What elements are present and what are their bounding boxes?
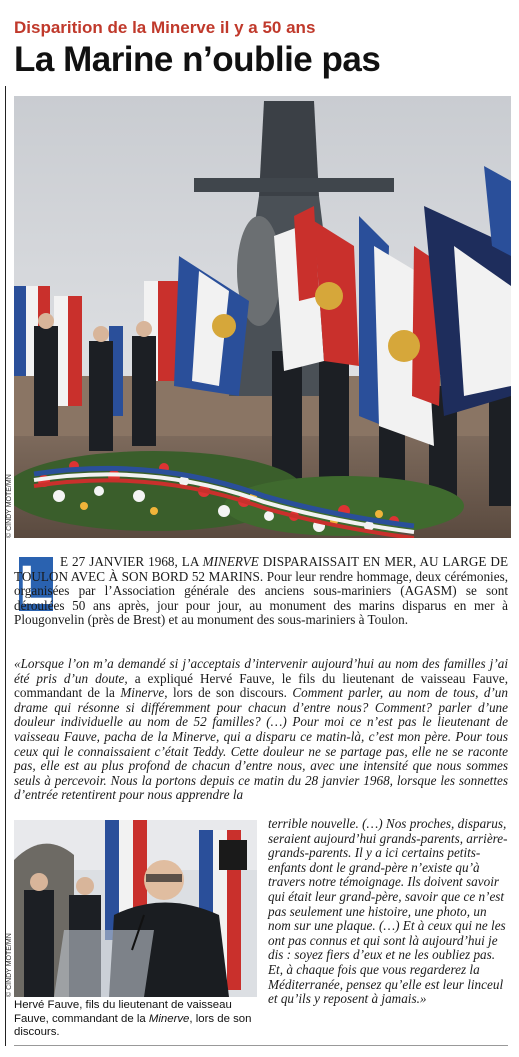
inset-photo-speaker [14,820,257,997]
caption-part2: , lors de son discours. [14,1012,252,1039]
quote-body: Comment parler, au nom de tous, d’un drame qui résonne si différemment pour chacun d’entre nous? Comment? parler d’une douleur individuelle au nom de 52 familles? (…) Pour moi ce n’est pas le lieutenant de vaisseau Fauve, pacha de la Minerve, qui a disparu ce matin-là, c’est mon père. Pour tous ceux qui le connaissaient c’était Teddy. Cette douleur ne se partage pas, elle ne se raconte pas, elle est au plus profond de chacun d’entre nous, avec une intensité que nous sommes seuls à percevoir. Nous la portons depuis ce matin du 28 janvier 1968, lorsque les sonnettes d’entrée retentirent pour nous apprendre la [14,685,508,803]
caption-part1: Hervé Fauve, fils du lieutenant de vaisseau Fauve, commandant de la [14,999,232,1025]
drop-cap: L [19,553,54,616]
main-photo-credit: © CINDY MOTE/MN [6,474,13,538]
article-headline: La Marine n’oublie pas [14,40,381,79]
article-quote-block [14,657,508,803]
article-lead [14,555,508,628]
article-quote-continued: terrible nouvelle. (…) Nos proches, disparus, seraient aujourd’hui grands-parents, arrière-grands-parents. Il y a ici certains petits-enfants dont le grand-père n’existe qu’à travers notre témoignage. Ils doivent savoir qui était leur grand-père, savoir que ce n’est pas seulement une histoire, une photo, un nom sur une plaque. (…) Et à ceux qui ne les ont pas connus et qui sont là aujourd’hui je dis : soyez fiers d’eux et ne les oubliez pas. Et, à chaque fois que vous regarderez la Méditerranée, pensez qu’elle est leur linceul et qu’ils y reposent à jamais.» [268,816,508,1007]
quote-attribution-1: a expliqué Hervé Fauve, le fils du lieutenant de vaisseau Fauve, commandant de la [14,670,508,701]
caption-minerve: Minerve [148,1012,190,1025]
page-left-rule [5,86,6,1046]
main-photo-ceremony [14,96,511,538]
lead-caps-part2: DISPARAISSAIT EN MER, AU LARGE DE TOULON AVEC À SON BORD 52 MARINS. [14,554,509,584]
lead-caps-part1: E 27 JANVIER 1968, LA [60,554,203,569]
article-kicker: Disparition de la Minerve il y a 50 ans [14,18,316,37]
inset-photo-caption [14,999,260,1040]
quote-attribution-minerve: Minerve [120,685,165,701]
page-bottom-rule [14,1045,508,1046]
lead-caps-minerve: MINERVE [202,554,259,569]
quote-open: «Lorsque l’on m’a demandé si j’acceptais d’intervenir aujourd’hui au nom des familles j’ai été pris d’un doute, [14,656,508,686]
lead-text: Pour leur rendre hommage, deux cérémonies, organisées par l’Association générale des anciens sous-mariniers (AGASM) se sont déroulées 50 ans après, jour pour jour, au monument des marins disparus en mer à Plougonvelin (près de Brest) et au monument des sous-mariniers à Toulon. [14,568,509,628]
quote-attribution-2: , lors de son discours. [164,685,293,701]
inset-photo-credit: © CINDY MOTE/MN [6,933,13,997]
